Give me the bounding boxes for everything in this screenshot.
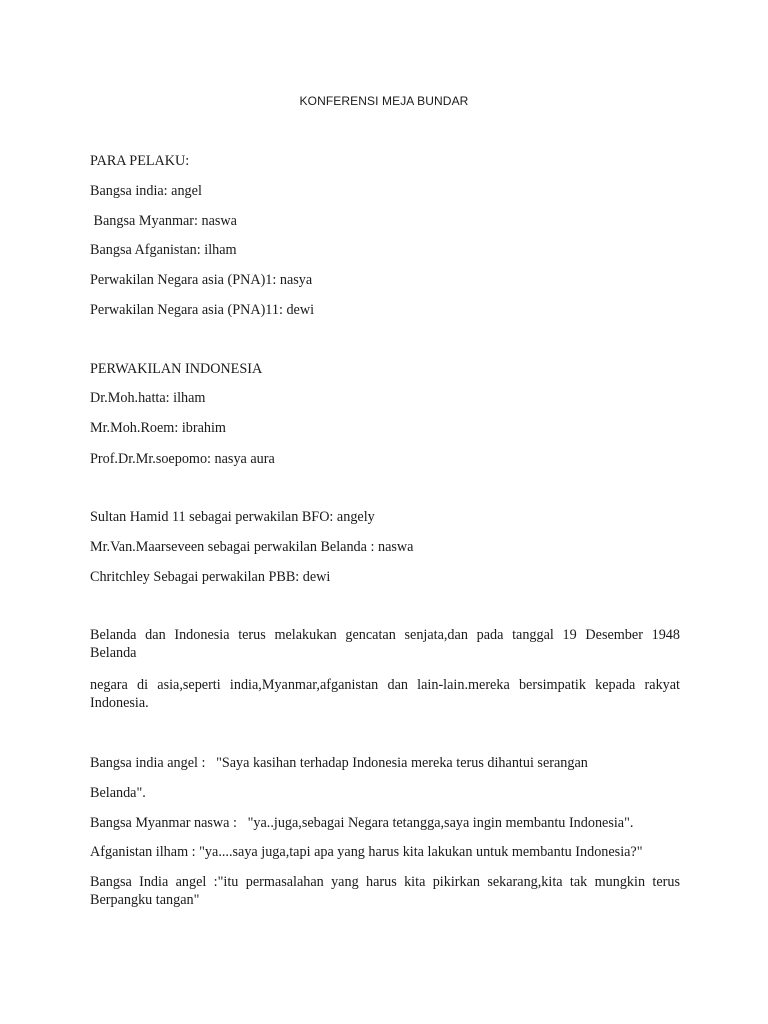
narration-line: Belanda	[90, 645, 137, 661]
narration-line: negara di asia,seperti india,Myanmar,afganistan dan lain-lain.mereka bersimpatik kepada rakyat	[90, 677, 680, 693]
others-line: Mr.Van.Maarseveen sebagai perwakilan Belanda : naswa	[90, 539, 414, 555]
cast-line: Bangsa Afganistan: ilham	[90, 242, 237, 258]
cast-line: Bangsa Myanmar: naswa	[90, 213, 237, 229]
narration-line: Belanda dan Indonesia terus melakukan gencatan senjata,dan pada tanggal 19 Desember 1948	[90, 627, 680, 643]
narration-line: Indonesia.	[90, 695, 149, 711]
dialogue-line: Belanda".	[90, 785, 146, 801]
cast-heading: PARA PELAKU:	[90, 153, 190, 169]
indonesia-line: Mr.Moh.Roem: ibrahim	[90, 420, 226, 436]
narration-paragraph-2	[90, 676, 680, 712]
dialogue-line: Bangsa Myanmar naswa : "ya..juga,sebagai Negara tetangga,saya ingin membantu Indonesia".	[90, 815, 634, 831]
document-title: KONFERENSI MEJA BUNDAR	[299, 94, 469, 108]
dialogue-line: Afganistan ilham : "ya....saya juga,tapi apa yang harus kita lakukan untuk membantu Indonesia?"	[90, 844, 643, 860]
narration-paragraph-1	[90, 626, 680, 662]
dialogue-paragraph	[90, 873, 680, 909]
indonesia-line: Dr.Moh.hatta: ilham	[90, 390, 206, 406]
dialogue-line: Bangsa India angel :"itu permasalahan yang harus kita pikirkan sekarang,kita tak mungkin terus	[90, 874, 680, 890]
indonesia-heading: PERWAKILAN INDONESIA	[90, 361, 263, 377]
cast-line: Perwakilan Negara asia (PNA)11: dewi	[90, 302, 315, 318]
others-line: Chritchley Sebagai perwakilan PBB: dewi	[90, 569, 331, 585]
cast-line: Bangsa india: angel	[90, 183, 202, 199]
indonesia-line: Prof.Dr.Mr.soepomo: nasya aura	[90, 451, 275, 467]
others-line: Sultan Hamid 11 sebagai perwakilan BFO: angely	[90, 509, 375, 525]
dialogue-line: Bangsa india angel : "Saya kasihan terhadap Indonesia mereka terus dihantui serangan	[90, 755, 588, 771]
dialogue-line: Berpangku tangan"	[90, 892, 200, 908]
cast-line: Perwakilan Negara asia (PNA)1: nasya	[90, 272, 313, 288]
